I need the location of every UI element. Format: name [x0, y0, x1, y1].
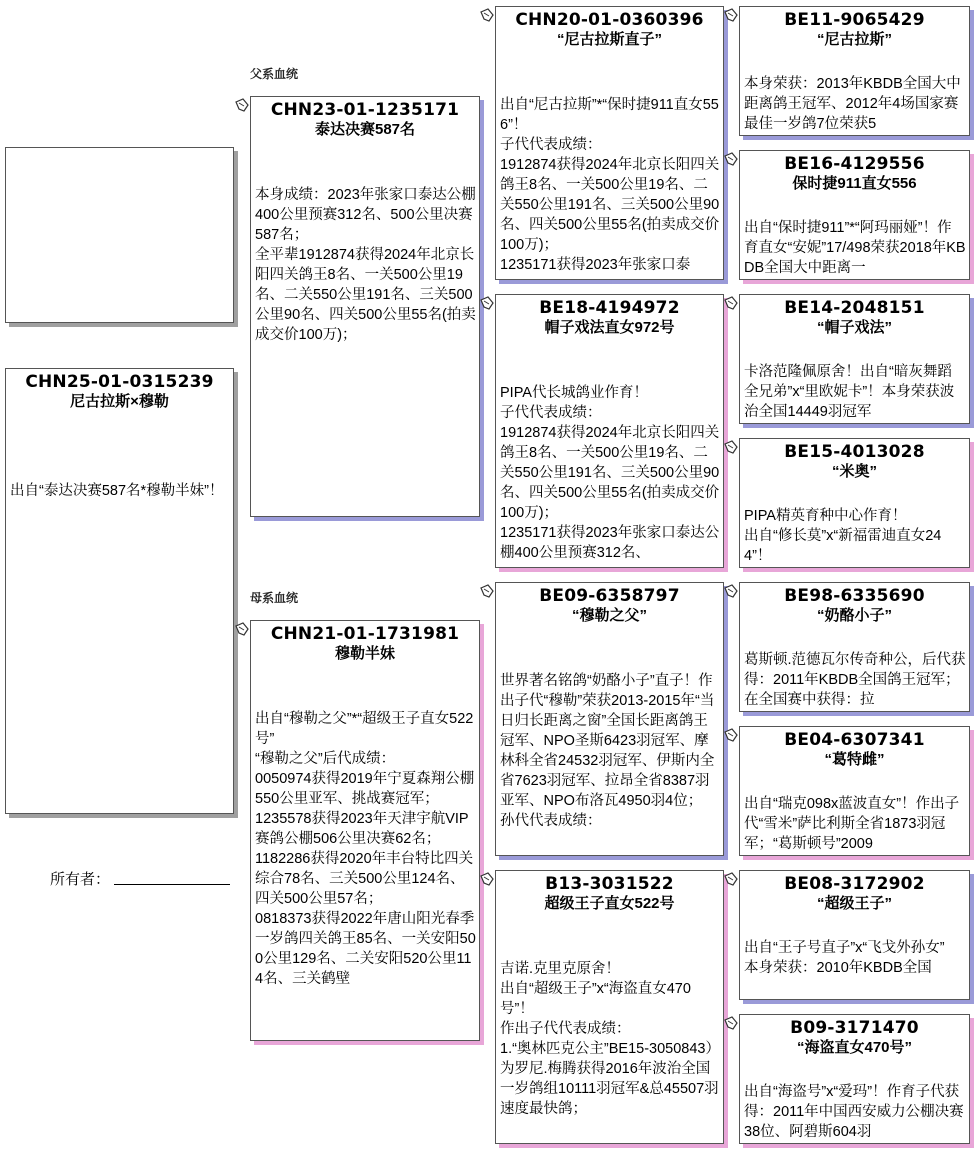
- pigeon-description: 世界著名铭鸽“奶酪小子”直子！作出子代“穆勒”荣获2013-2015年“当日归长距离之窗”全国长距离鸽王冠军、NPO圣斯6423羽冠军、摩林科全省24532羽冠军、伊斯内全省7623羽冠军、拉昂全省8387羽亚军、NPO布洛瓦4950羽4位； 孙代代表成绩：: [500, 673, 715, 829]
- pigeon-name: “海盗直女470号”: [796, 1039, 913, 1056]
- hand-pointer-icon[interactable]: [234, 621, 250, 637]
- hand-pointer-icon[interactable]: [479, 871, 495, 887]
- hand-pointer-icon[interactable]: [479, 7, 495, 23]
- pigeon-name: “米奥”: [831, 463, 877, 480]
- pigeon-description: 出自“海盗号”x“爱玛”！作育子代获得：2011年中国西安威力公棚决赛38位、阿碧斯604羽: [744, 1084, 964, 1140]
- ring-number: B09-3171470: [790, 1018, 919, 1038]
- hand-pointer-icon[interactable]: [479, 295, 495, 311]
- pigeon-name: “尼古拉斯直子”: [556, 31, 662, 48]
- pigeon-description: 出自“保时捷911”*“阿玛丽娅”！作育直女“安妮”17/498荣获2018年KBDB全国大中距离一: [744, 220, 966, 276]
- ring-number: CHN20-01-0360396: [515, 10, 704, 30]
- subject-pigeon-card[interactable]: [5, 368, 234, 814]
- ring-number: BE11-9065429: [784, 10, 925, 30]
- pigeon-name: “穆勒之父”: [571, 607, 647, 624]
- pigeon-description: 出自“尼古拉斯”*“保时捷911直女556”！ 子代代表成绩： 1912874获得2024年北京长阳四关鸽王8名、一关500公里19名、二关550公里191名、三关500公里90名、四关500公里55名(拍卖成交价100万)； 1235171获得2023年张家口泰: [500, 97, 720, 273]
- sire-card[interactable]: [250, 96, 480, 517]
- ring-number: BE18-4194972: [539, 298, 680, 318]
- dam-name: 穆勒半妹: [334, 645, 395, 662]
- pigeon-name: “尼古拉斯”: [816, 31, 892, 48]
- pigeon-name: “奶酪小子”: [816, 607, 892, 624]
- maternal-section-label: 母系血统: [250, 591, 299, 605]
- dam-ring-number: CHN21-01-1731981: [270, 624, 460, 644]
- pigeon-name: 超级王子直女522号: [544, 895, 675, 912]
- sire-ring-number: CHN23-01-1235171: [270, 100, 460, 120]
- grandsire-paternal-card[interactable]: [495, 6, 724, 280]
- ggp-card-4[interactable]: [739, 438, 970, 568]
- hand-pointer-icon[interactable]: [723, 295, 739, 311]
- ring-number: BE98-6335690: [784, 586, 925, 606]
- ring-number: BE08-3172902: [784, 874, 925, 894]
- hand-pointer-icon[interactable]: [723, 439, 739, 455]
- ggp-card-7[interactable]: [739, 870, 970, 1000]
- pigeon-description: 出自“瑞克098x蓝波直女”！作出子代“雪米”萨比利斯全省1873羽冠军；“葛斯顿号”2009: [744, 796, 960, 852]
- pigeon-name: “葛特雌”: [824, 751, 885, 768]
- pigeon-name: “帽子戏法”: [816, 319, 892, 336]
- dam-card[interactable]: [250, 620, 480, 1041]
- sire-name: 泰达决赛587名: [314, 121, 416, 138]
- pigeon-name: “超级王子”: [816, 895, 892, 912]
- hand-pointer-icon[interactable]: [479, 583, 495, 599]
- ring-number: BE09-6358797: [539, 586, 680, 606]
- pigeon-description: 出自“王子号直子”x“飞戈外孙女” 本身荣获：2010年KBDB全国: [744, 940, 945, 976]
- owner-input-line[interactable]: [114, 884, 230, 885]
- pigeon-description: PIPA代长城鸽业作育！ 子代代表成绩： 1912874获得2024年北京长阳四关鸽王8名、一关500公里19名、二关550公里191名、三关500公里90名、四关500公里55名(拍卖成交价100万)； 1235171获得2023年张家口泰达公棚400公里预赛312名、: [500, 385, 720, 561]
- subject-description: 出自“泰达决赛587名*穆勒半妹”！: [10, 483, 224, 499]
- hand-pointer-icon[interactable]: [723, 151, 739, 167]
- ring-number: BE14-2048151: [784, 298, 925, 318]
- hand-pointer-icon[interactable]: [234, 97, 250, 113]
- pigeon-name: 帽子戏法直女972号: [544, 319, 675, 336]
- ggp-card-2[interactable]: [739, 150, 970, 280]
- grandsire-maternal-card[interactable]: [495, 582, 724, 856]
- ggp-card-8[interactable]: [739, 1014, 970, 1144]
- ggp-card-6[interactable]: [739, 726, 970, 856]
- pigeon-name: 保时捷911直女556: [792, 175, 917, 192]
- pigeon-description: 葛斯顿.范德瓦尔传奇种公，后代获得：2011年KBDB全国鸽王冠军；在全国赛中获得：拉: [744, 652, 966, 708]
- pigeon-photo-placeholder: [5, 147, 234, 323]
- hand-pointer-icon[interactable]: [723, 583, 739, 599]
- granddam-paternal-card[interactable]: [495, 294, 724, 568]
- owner-label: 所有者：: [50, 871, 111, 888]
- ggp-card-3[interactable]: [739, 294, 970, 424]
- hand-pointer-icon[interactable]: [723, 1015, 739, 1031]
- pigeon-description: PIPA精英育种中心作育！ 出自“修长莫”x“新福雷迪直女244”！: [744, 508, 942, 564]
- granddam-maternal-card[interactable]: [495, 870, 724, 1144]
- ring-number: BE04-6307341: [784, 730, 925, 750]
- ring-number: BE16-4129556: [784, 154, 925, 174]
- pigeon-description: 卡洛范隆佩原舍！出自“暗灰舞蹈全兄弟”x“里欧妮卡”！本身荣获波治全国14449羽冠军: [744, 364, 955, 420]
- ggp-card-1[interactable]: [739, 6, 970, 136]
- hand-pointer-icon[interactable]: [723, 727, 739, 743]
- sire-description: 本身成绩：2023年张家口泰达公棚400公里预赛312名、500公里决赛587名； 全平辈1912874获得2024年北京长阳四关鸽王8名、一关500公里19名、二关550公里191名、三关500公里90名、四关500公里55名(拍卖成交价100万)；: [255, 187, 476, 343]
- ring-number: B13-3031522: [545, 874, 674, 894]
- hand-pointer-icon[interactable]: [723, 7, 739, 23]
- subject-name: 尼古拉斯×穆勒: [70, 393, 169, 410]
- dam-description: 出自“穆勒之父”*“超级王子直女522号” “穆勒之父”后代成绩： 0050974获得2019年宁夏森翔公棚550公里亚军、挑战赛冠军； 1235578获得2023年天津宇航VIP赛鸽公棚506公里决赛62名； 1182286获得2020年丰台特比四关综合78名、三关500公里124名、四关500公里57名； 0818373获得2022年唐山阳光春季一岁鸽四关鸽王85名、一关安阳500公里129名、二关安阳520公里114名、三关鹤壁: [255, 711, 476, 987]
- hand-pointer-icon[interactable]: [723, 871, 739, 887]
- ring-number: BE15-4013028: [784, 442, 925, 462]
- paternal-section-label: 父系血统: [250, 67, 299, 81]
- ggp-card-5[interactable]: [739, 582, 970, 712]
- pigeon-description: 吉诺.克里克原舍！ 出自“超级王子”x“海盗直女470号”！ 作出子代代表成绩： 1.“奥林匹克公主”BE15-3050843）为罗尼.梅腾获得2016年波治全国一岁鸽组10111羽冠军&总45507羽速度最快鸽；: [500, 961, 720, 1117]
- pigeon-description: 本身荣获：2013年KBDB全国大中距离鸽王冠军、2012年4场国家赛最佳一岁鸽7位荣获5: [744, 76, 961, 132]
- subject-ring-number: CHN25-01-0315239: [25, 372, 214, 392]
